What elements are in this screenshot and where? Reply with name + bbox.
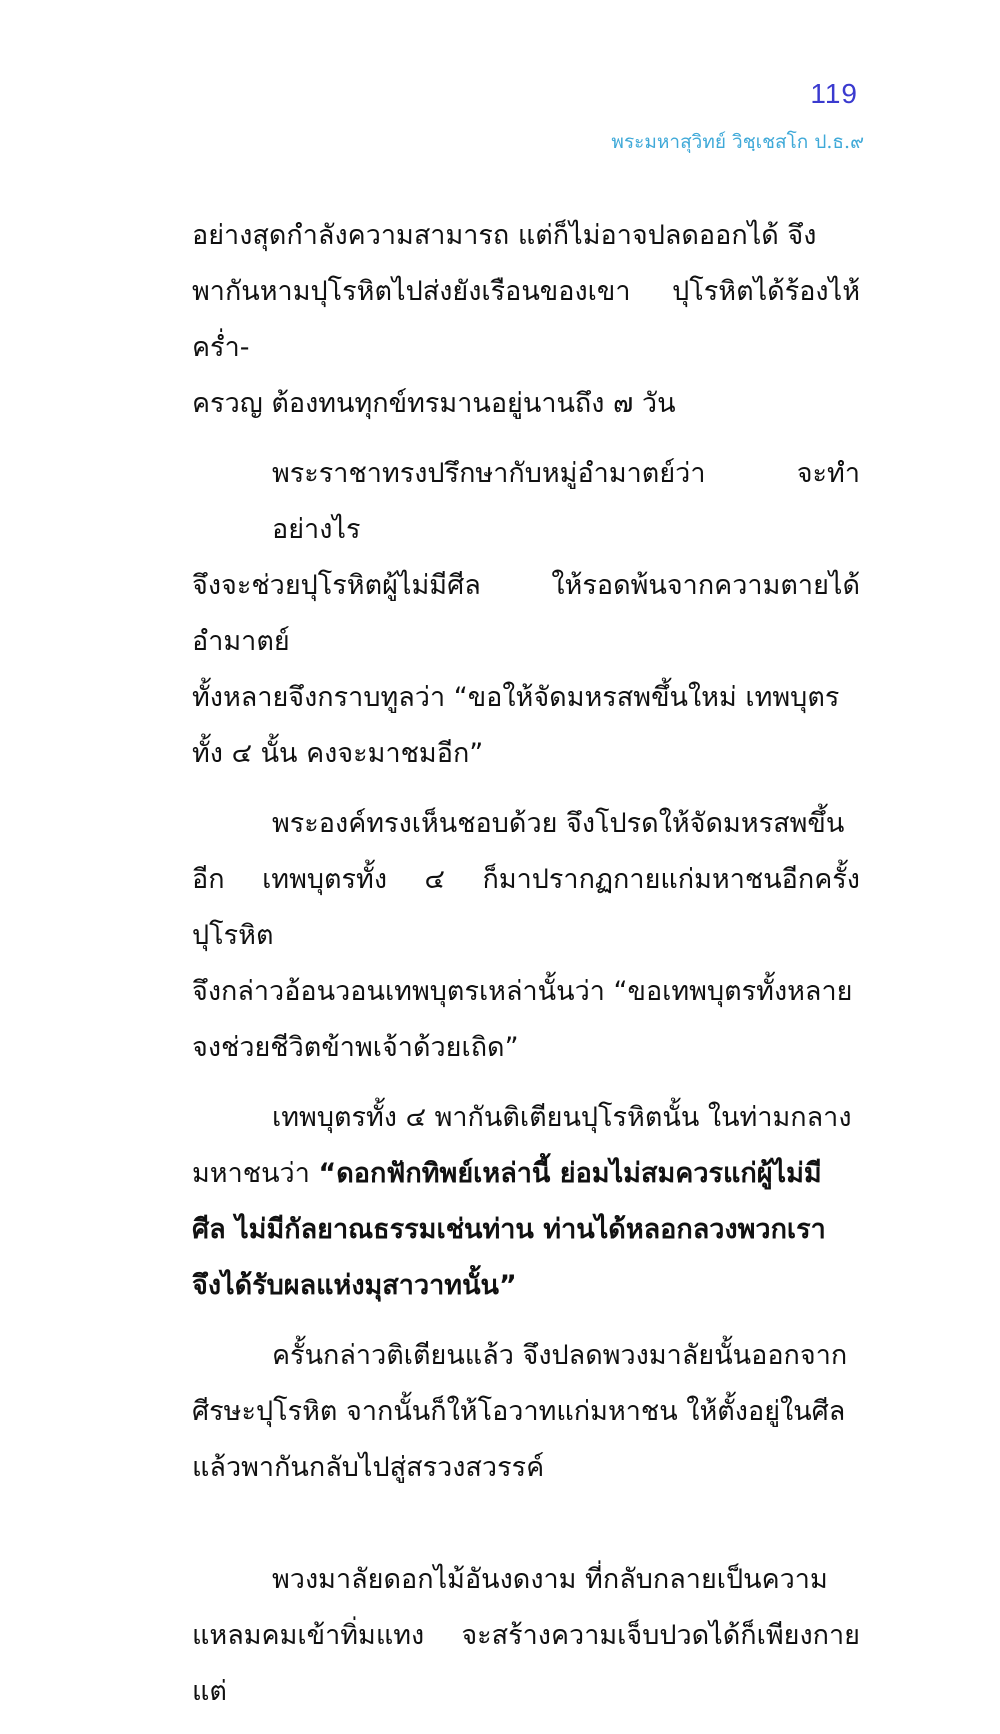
- text-line: เทพบุตรทั้ง ๔ พากันติเตียนปุโรหิตนั้น ในท่ามกลาง: [272, 1102, 852, 1133]
- text-line: พวงมาลัยดอกไม้อันงดงาม ที่กลับกลายเป็นความ: [272, 1564, 828, 1595]
- text-line: พระราชาทรงปรึกษากับหมู่อำมาตย์ว่า จะทำอย่างไร: [272, 458, 860, 545]
- text-line: ทั้งหลายจึงกราบทูลว่า “ขอให้จัดมหรสพขึ้นใหม่ เทพบุตร: [192, 682, 840, 713]
- text-line: ครวญ ต้องทนทุกข์ทรมานอยู่นานถึง ๗ วัน: [192, 388, 676, 419]
- text-line: แล้วพากันกลับไปสู่สรวงสวรรค์: [192, 1452, 545, 1483]
- text-line: พากันหามปุโรหิตไปส่งยังเรือนของเขา ปุโรหิตได้ร้องไห้คร่ำ-: [192, 276, 860, 363]
- paragraph-4: [192, 1090, 860, 1314]
- plain-text: มหาชนว่า: [192, 1158, 319, 1189]
- text-line: จงช่วยชีวิตข้าพเจ้าด้วยเถิด”: [192, 1032, 519, 1063]
- text-line: อย่างสุดกำลังความสามารถ แต่ก็ไม่อาจปลดออกได้ จึง: [192, 220, 817, 251]
- text-line: ครั้นกล่าวติเตียนแล้ว จึงปลดพวงมาลัยนั้นออกจาก: [272, 1340, 848, 1371]
- paragraph-3: [192, 796, 860, 1076]
- text-line: ศีรษะปุโรหิต จากนั้นก็ให้โอวาทแก่มหาชน ให้ตั้งอยู่ในศีล: [192, 1396, 846, 1427]
- running-header: พระมหาสุวิทย์ วิชฺเชสโก ป.ธ.๙: [611, 131, 864, 153]
- bold-quote: “ดอกฟักทิพย์เหล่านี้ ย่อมไม่สมควรแก่ผู้ไม่มี: [318, 1158, 822, 1189]
- paragraph-2: [192, 446, 860, 782]
- body-text: [192, 208, 860, 1734]
- paragraph-5: [192, 1328, 860, 1496]
- text-line: แหลมคมเข้าทิ่มแทง จะสร้างความเจ็บปวดได้ก็เพียงกาย แต่: [192, 1620, 860, 1707]
- text-line-mixed: [192, 1146, 860, 1202]
- paragraph-6: [192, 1552, 860, 1720]
- text-line: ทั้ง ๔ นั้น คงจะมาชมอีก”: [192, 738, 484, 769]
- page-number: 119: [810, 78, 858, 109]
- text-line: จึงกล่าวอ้อนวอนเทพบุตรเหล่านั้นว่า “ขอเทพบุตรทั้งหลาย: [192, 976, 853, 1007]
- text-line: อีก เทพบุตรทั้ง ๔ ก็มาปรากฏกายแก่มหาชนอีกครั้ง ปุโรหิต: [192, 864, 860, 951]
- bold-quote-line: จึงได้รับผลแห่งมุสาวาทนั้น”: [192, 1270, 517, 1301]
- bold-quote-line: ศีล ไม่มีกัลยาณธรรมเช่นท่าน ท่านได้หลอกลวงพวกเรา: [192, 1214, 826, 1245]
- text-line: จึงจะช่วยปุโรหิตผู้ไม่มีศีล ให้รอดพ้นจากความตายได้ อำมาตย์: [192, 570, 860, 657]
- paragraph-1: [192, 208, 860, 432]
- text-line: พระองค์ทรงเห็นชอบด้วย จึงโปรดให้จัดมหรสพขึ้น: [272, 808, 845, 839]
